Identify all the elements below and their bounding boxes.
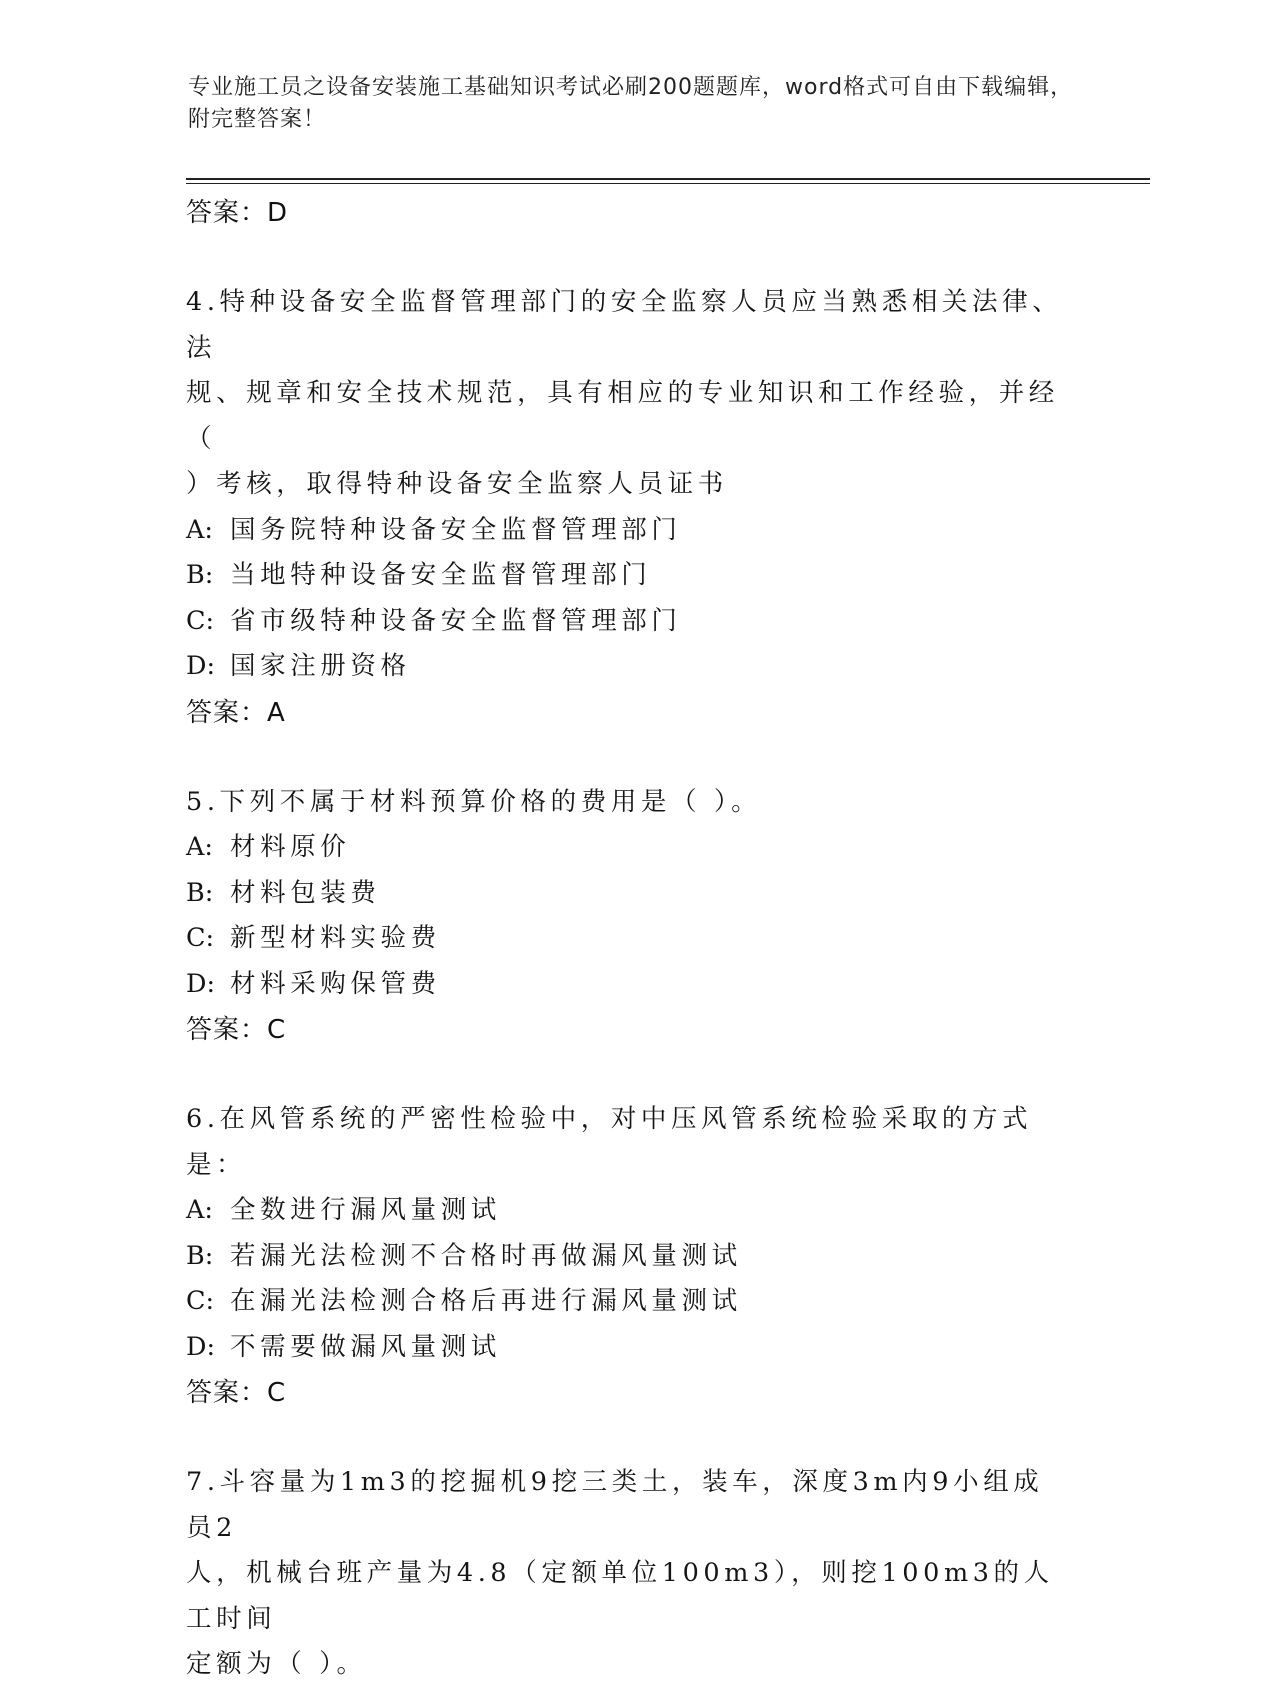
option-text: 新型材料实验费 (230, 923, 441, 953)
option-letter: B: (186, 1240, 214, 1271)
document-header: 专业施工员之设备安装施工基础知识考试必刷200题题库，word格式可自由下载编辑，附完整答案！ (188, 75, 1074, 132)
option-text: 材料采购保管费 (230, 968, 441, 999)
spacer (186, 1416, 1066, 1460)
option-d (186, 962, 1066, 1008)
answer-q3: 答案：D (186, 198, 289, 228)
answer-q6: 答案：C (186, 1378, 287, 1408)
question-stem (186, 280, 1066, 508)
header-divider-thin (186, 183, 1150, 184)
option-a (186, 1188, 1066, 1234)
answer-q4: 答案：A (186, 697, 286, 728)
option-c (186, 916, 1066, 962)
option-letter: D: (186, 1331, 216, 1362)
option-text: 不需要做漏风量测试 (230, 1331, 501, 1362)
question-stem (186, 780, 1066, 826)
option-a (186, 508, 1066, 554)
option-letter: B: (186, 560, 214, 590)
stem-line: 定额为（ ）。 (186, 1649, 367, 1679)
option-c (186, 599, 1066, 645)
option-letter: C: (186, 1286, 215, 1316)
stem-line: 5.下列不属于材料预算价格的费用是（ ）。 (186, 786, 762, 817)
option-letter: B: (186, 877, 214, 908)
option-letter: A: (186, 832, 214, 862)
option-letter: C: (186, 605, 215, 636)
question-4 (186, 280, 1066, 736)
spacer (186, 1053, 1066, 1097)
question-stem (186, 1097, 1066, 1188)
option-letter: C: (186, 923, 215, 953)
header-divider-thick (186, 178, 1150, 180)
option-b (186, 871, 1066, 917)
answer-q5: 答案：C (186, 1015, 287, 1045)
option-text: 国家注册资格 (230, 651, 411, 681)
option-b (186, 553, 1066, 599)
spacer (186, 236, 1066, 280)
question-7 (186, 1460, 1066, 1688)
option-text: 在漏光法检测合格后再进行漏风量测试 (230, 1286, 742, 1316)
question-stem (186, 1460, 1066, 1688)
spacer (186, 736, 1066, 780)
option-b (186, 1234, 1066, 1280)
option-letter: A: (186, 514, 214, 545)
question-5 (186, 780, 1066, 1054)
stem-line: 人，机械台班产量为4.8（定额单位100m3），则挖100m3的人工时间 (186, 1558, 1054, 1634)
option-text: 省市级特种设备安全监督管理部门 (230, 605, 682, 636)
option-d (186, 644, 1066, 690)
option-text: 若漏光法检测不合格时再做漏风量测试 (230, 1240, 742, 1271)
question-list (186, 190, 1066, 1688)
option-letter: A: (186, 1195, 214, 1225)
stem-line: 7.斗容量为1m3的挖掘机9挖三类土，装车，深度3m内9小组成员2 (186, 1467, 1044, 1543)
option-text: 国务院特种设备安全监督管理部门 (230, 514, 682, 545)
option-text: 全数进行漏风量测试 (230, 1195, 501, 1225)
option-letter: D: (186, 968, 216, 999)
option-c (186, 1279, 1066, 1325)
option-text: 材料原价 (230, 832, 351, 862)
option-d (186, 1325, 1066, 1371)
stem-line: ）考核，取得特种设备安全监察人员证书 (186, 469, 728, 499)
option-letter: D: (186, 651, 216, 681)
option-a (186, 825, 1066, 871)
stem-line: 规、规章和安全技术规范，具有相应的专业知识和工作经验，并经（ (186, 378, 1059, 454)
stem-line: 6.在风管系统的严密性检验中，对中压风管系统检验采取的方式是： (186, 1104, 1033, 1180)
option-text: 材料包装费 (230, 877, 381, 908)
option-text: 当地特种设备安全监督管理部门 (230, 560, 652, 590)
question-6 (186, 1097, 1066, 1416)
stem-line: 4.特种设备安全监督管理部门的安全监察人员应当熟悉相关法律、法 (186, 287, 1063, 363)
